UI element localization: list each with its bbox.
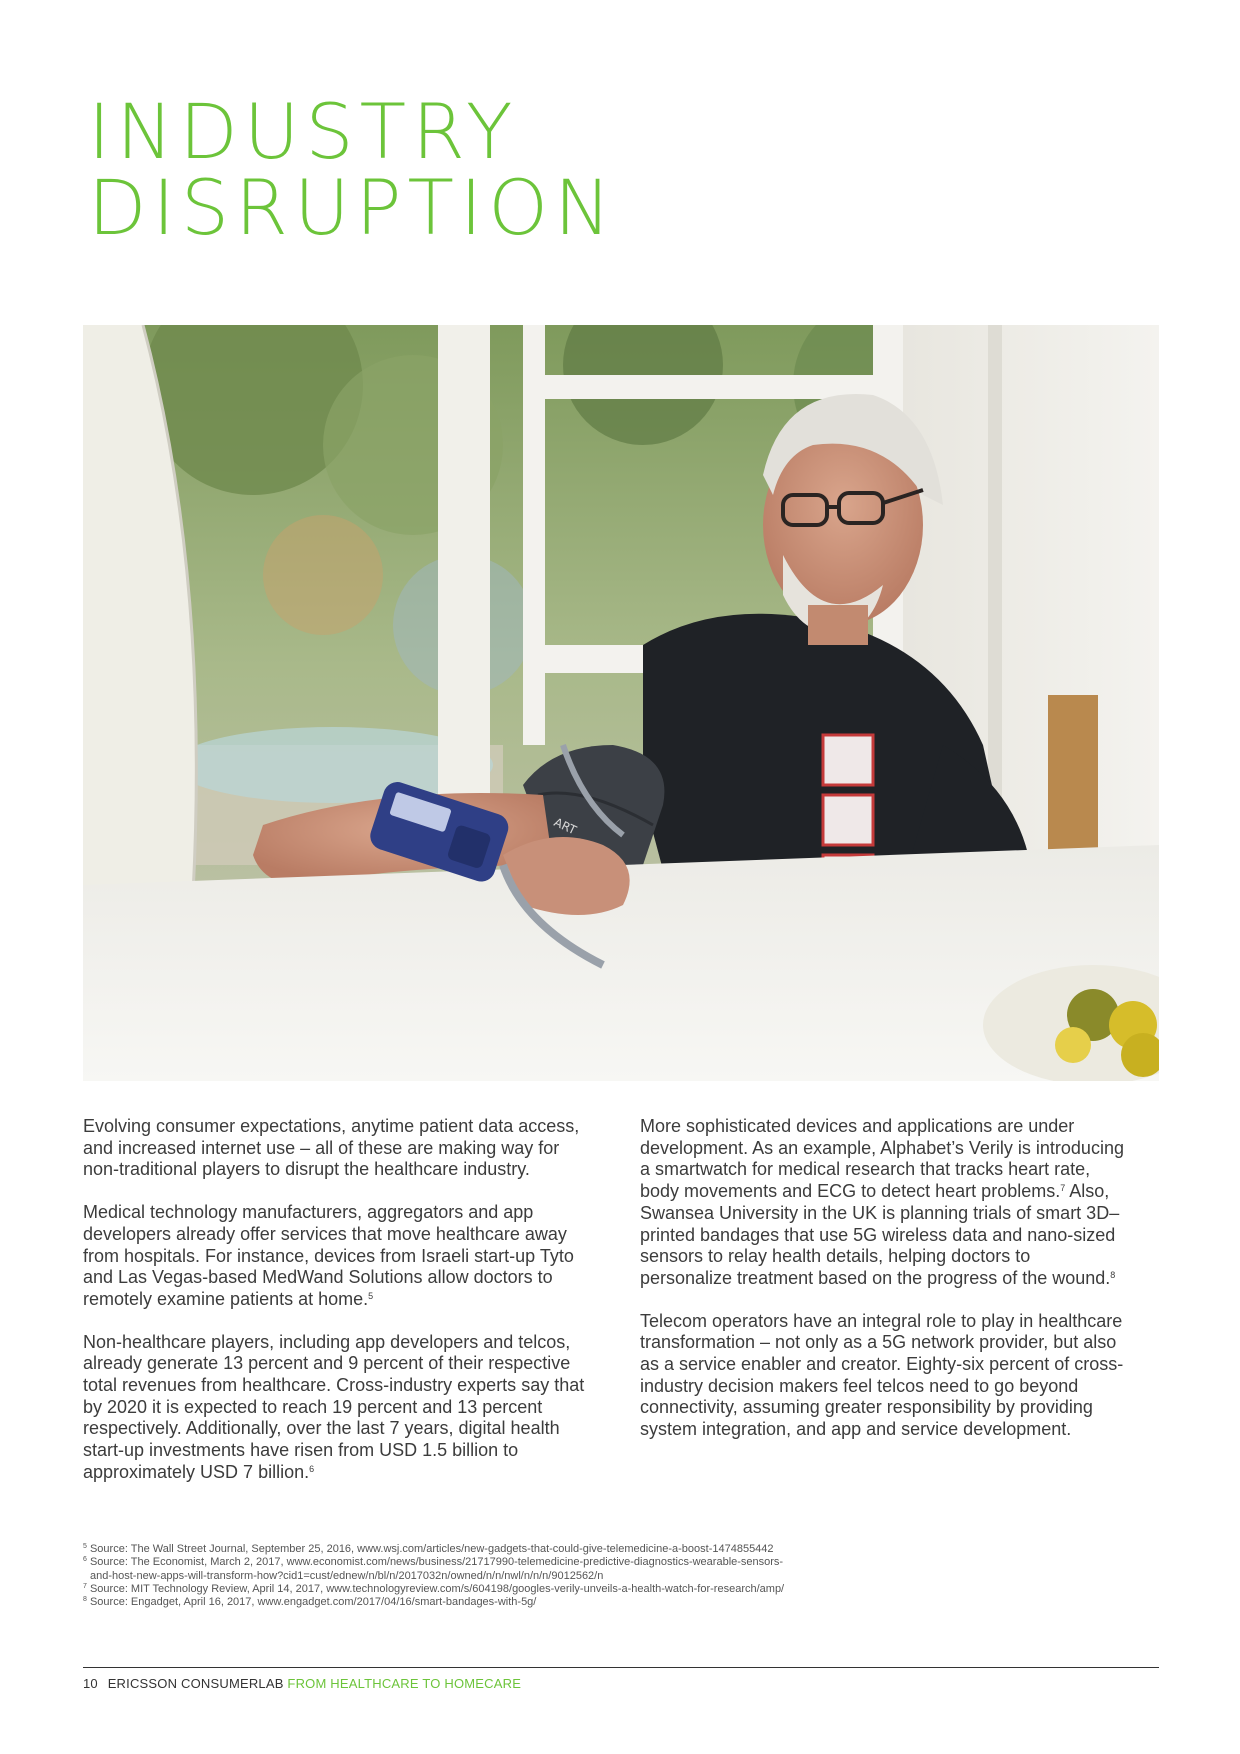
page-title xyxy=(88,87,617,252)
footnote-8: $^8$ Source: Engadget, April 16, 2017, www.engadget.com/2017/04/16/smart-bandages-with-5g/ xyxy=(83,1596,537,1609)
footnote-ref-8: 8 xyxy=(1110,1269,1116,1280)
left-paragraph-2: Medical technology manufacturers, aggregators and app developers already offer services that move healthcare away from hospitals. For instance, devices from Israeli start-up Tyto and Las Vegas-based MedWand Solutions allow doctors to remotely examine patients at home.$^5$ xyxy=(83,1202,574,1309)
right-paragraph-2: Telecom operators have an integral role to play in healthcare transformation – not only as a 5G network provider, but also as a service enabler and creator. Eighty-six percent of cross-industry decision makers feel telcos need to go beyond connectivity, assuming greater responsibility by providing system integration, and app and service development. xyxy=(640,1310,1124,1440)
footnote-7: $^7$ Source: MIT Technology Review, April 14, 2017, www.technologyreview.com/s/604198/googles-verily-unveils-a-health-watch-for-research/amp/ xyxy=(83,1582,785,1595)
footnotes xyxy=(83,1543,1159,1609)
right-paragraph-1: More sophisticated devices and applications are under development. As an example, Alphabet’s Verily is introducing a smartwatch for medical research that tracks heart rate, body movements and ECG to detect heart problems.$^7$ Also, Swansea University in the UK is planning trials of smart 3D–printed bandages that use 5G wireless data and nano-sized sensors to relay health details, helping doctors to personalize treatment based on the progress of the wound.$^8$ xyxy=(640,1116,1124,1288)
left-column xyxy=(83,1116,588,1505)
footnote-6: $^6$ Source: The Economist, March 2, 2017, www.economist.com/news/business/21717990-telemedicine-predictive-diagnostics-wearable-sensors- xyxy=(83,1556,784,1569)
footnote-ref-7: 7 xyxy=(1060,1183,1066,1194)
left-paragraph-1: Evolving consumer expectations, anytime patient data access, and increased internet use – all of these are making way for non-traditional players to disrupt the healthcare industry. xyxy=(83,1116,580,1180)
page-title-line-2: DISRUPTION xyxy=(88,163,617,252)
page-title-line-1: INDUSTRY xyxy=(88,87,519,176)
footnote-5: $^5$ Source: The Wall Street Journal, September 25, 2016, www.wsj.com/articles/new-gadgets-that-could-give-telemedicine-a-boost-1474855442 xyxy=(83,1543,774,1555)
page-number: 10 xyxy=(83,1676,98,1691)
footnote-ref-5: 5 xyxy=(368,1290,374,1301)
footer-report-title: FROM HEALTHCARE TO HOMECARE xyxy=(287,1676,522,1691)
right-column xyxy=(640,1116,1125,1462)
footnote-6-continued: and-host-new-apps-will-transform-how?cid1=cust/ednew/n/bl/n/2017032n/owned/n/n/nwl/n/n/n/9012562/n xyxy=(90,1569,604,1582)
footer-divider xyxy=(83,1667,1159,1668)
left-paragraph-3: Non-healthcare players, including app developers and telcos, already generate 13 percent and 9 percent of their respective total revenues from healthcare. Cross-industry experts say that by 2020 it is expected to reach 19 percent and 13 percent respectively. Additionally, over the last 7 years, digital health start-up investments have risen from USD 1.5 billion to approximately USD 7 billion.$^6$ xyxy=(83,1331,585,1482)
page-footer xyxy=(83,1676,521,1692)
footer-brand: ERICSSON CONSUMERLAB xyxy=(107,1676,284,1691)
cuff-label: ART xyxy=(551,815,579,838)
footnote-ref-6: 6 xyxy=(309,1463,315,1474)
hero-photo xyxy=(83,325,1159,1081)
